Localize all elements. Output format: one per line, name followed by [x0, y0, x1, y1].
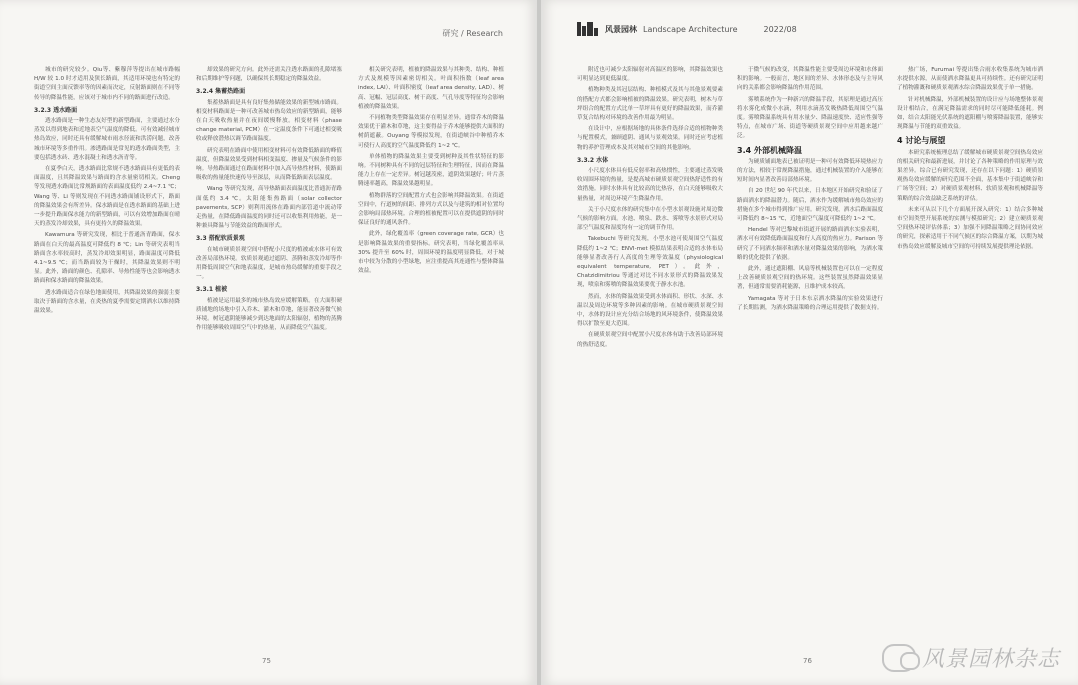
- journal-english-name: Landscape Architecture: [643, 24, 738, 34]
- paragraph: 此外，绿化覆盖率（green coverage rate, GCR）也是影响降温效果的重要指标。研究表明，当绿化覆盖率从 30% 提升至 60% 时，周围环境的温度明显降低。对于城市中较为分散的小型绿地，应注重提高其连通性与整体降温效益。: [358, 231, 504, 275]
- paragraph: 于微气候的改变，其降温性能主要受周边环境和水体面积的影响。一般而言，地区间的差异、水体形态及与主导风向的关系都会影响降温的作用范围。: [737, 67, 883, 92]
- paragraph: Kawamura 等研究发现，相比于普通沥青路面，保水路面在白天的最高温度可降低约 8 ℃；Lin 等研究表明当路面含水率较高时，蒸发冷却效果明显，路面温度可降低 4.1~9.5 ℃；而当路面较为干燥时，其降温效果则不明显。此外，路面的颜色、孔隙率、导热性能等也会影响透水路面和保水路面的降温效果。: [34, 232, 180, 285]
- paragraph: Takebuchi 等研究发现，小型水池可使周围空气温度降低约 1~2 ℃；ENVI-met 模拟结果表明合适的水体布局能够显著改善行人高度的生理等效温度（physiological equivalent temperature, PET）。此外，Chatzidimitriou 等通过对比不同水景形式的降温效果发现，喷泉和雾喷的降温效果要优于静水水池。: [577, 236, 723, 289]
- journal-logo-icon: [577, 22, 599, 36]
- right-col-2: [737, 66, 883, 315]
- paragraph: Yamagata 等对于日本东京洒水降温的实验效果进行了长期监测，为洒水降温策略的合理运用提供了数据支持。: [737, 295, 883, 311]
- right-col-1: [577, 66, 723, 352]
- section-heading: 3.3.1 植被: [196, 286, 228, 294]
- section-heading: 3.2.4 集蓄热路面: [196, 88, 246, 96]
- right-page-header: [577, 22, 797, 36]
- paragraph: 植物群落的空间配置方式也会影响其降温效果。在街道空间中，行道树的间距、排列方式以及与建筑的相对位置均会影响局部热环境。合理的植被配置可以在提供遮阴的同时保证良好的通风条件。: [358, 192, 504, 227]
- section-heading: 4 讨论与展望: [897, 136, 946, 146]
- paragraph: 植物种类及其冠层结构、种植模式及其与其他景观要素的搭配方式都会影响植被的降温效果。研究表明，树木与草坪组合的配置方式比单一草坪具有更好的降温效果，而乔灌草复合结构对环境的改善作用最为明显。: [577, 87, 723, 122]
- section-heading: 3.3 搭配软质景观: [196, 235, 245, 243]
- paragraph: 城市的研究较少。Qiu等、紫穆萍等提出在城市路幅 H/W 较 1.0 时才适用及狭长路面，其适用环境也有特定的街道空间主面反馈率等的因素而决定，反射路面则在不同等传导的降温性能，应该对于城市内不同的路面进行改造。: [34, 67, 180, 101]
- right-page-number: 76: [803, 657, 812, 665]
- paragraph: 不同植物类型降温效果存在明显差异。通常乔木的降温效果优于灌木和草地，这主要得益于乔木能够提供大面积的树荫遮蔽。Ouyang 等模拟发现，在街道峡谷中种植乔木可使行人高度的空气温度降低约 1~2 ℃。: [358, 115, 504, 149]
- watermark: [882, 642, 1060, 673]
- issue-number: 2022/08: [763, 24, 797, 34]
- paragraph: 集蓄热路面是具有良好集热储能效果的新型城市路面。相变材料路面是一种可改善城市热岛效应的新型路面，能够在白天吸收热量并在夜间缓慢释放。相变材料（phase change material, PCM）在一定温度条件下可通过相变吸收或释放潜热以调节路面温度。: [196, 99, 342, 143]
- section-heading: 3.4 外部机械降温: [737, 145, 802, 155]
- paragraph: 小尺度水体具有低反射率和高热惯性，主要通过蒸发吸收周围环境的热量，是提高城市硬质景观空间热舒适性的有效措施。同时水体具有比较高的比热容，在白天能够吸收大量热量，对周边环境产生降温作用。: [577, 168, 723, 202]
- paragraph: 植被是运用最多的城市热岛效应缓解策略。在大面积硬质铺地的场地中引入乔木、灌木和草地，能显著改善微气候环境。树冠遮阴能够减少到达地面的太阳辐射，植物的蒸腾作用能够吸收周围空气中的热量，从而降低空气温度。: [196, 297, 342, 332]
- paragraph: 然而，水体的降温效果受到水体面积、形状、水深、水温以及周边环境等多种因素的影响。在城市硬质景观空间中，水体的设计应充分结合场地的风环境条件，使降温效果得以扩散至更大范围。: [577, 293, 723, 328]
- left-col-1: [34, 66, 180, 318]
- left-page-header: 研究 / Research: [442, 29, 503, 38]
- paragraph: 附近也可减少太阳辐射对高温区的影响，其降温效果也可明显达到更低温度。: [577, 67, 723, 83]
- paragraph: 为硬质铺面地表已被证明是一种可有效降低环境热应力的方法，相较于常规降温措施，通过机械装置的介入能够在短时间内显著改善局部热环境。: [737, 158, 883, 184]
- journal-brand: 风景园林: [605, 24, 637, 34]
- paragraph: 此外，通过遮阳棚、风扇等机械装置也可以在一定程度上改善硬质景观空间的热环境。这些装置虽然降温效果显著，但通常需要消耗能源，且维护成本较高。: [737, 266, 883, 291]
- paragraph: 雾喷系统作为一种新兴的降温手段，其原理是通过高压将水雾化成微小水滴，利用水滴蒸发吸热降低周围空气温度。雾喷降温系统具有用水量少、降温速度快、适应性强等特点，在城市广场、街道等硬质景观空间中应用越来越广泛。: [737, 96, 883, 140]
- paragraph: 在设计中，应根据场地的具体条件选择合适的植物种类与配置模式，兼顾遮阴、通风与景观效果。同时还应考虑植物的养护管理成本及其对城市空间的其他影响。: [577, 126, 723, 151]
- section-heading: 3.3.2 水体: [577, 156, 609, 164]
- left-page-number: 75: [262, 657, 271, 665]
- paragraph: 针对机械降温，外部机械装置的设计应与场地整体景观设计相结合，在满足降温需求的同时尽可能降低能耗。例如，结合太阳能光伏系统的遮阳棚与喷雾降温装置，能够实现降温与节能的双重效益。: [897, 96, 1043, 131]
- paragraph: 热广场，Furumai 等提出集合雨水收集系统为城市洒水提供水源，从而使洒水降温更具可持续性。还有研究证明了植物灌溉和硬质景观洒水综合降温效果优于单一措施。: [897, 67, 1043, 92]
- left-col-3: [358, 66, 504, 278]
- paragraph: 在城市硬质景观空间中搭配小尺度的植被或水体可有效改善局部热环境。软质景观通过遮阴、蒸腾和蒸发冷却等作用降低周围空气和地表温度，是城市热岛缓解的重要手段之一。: [196, 246, 342, 281]
- paragraph: 在夏季白天，透水路面比常规不透水路面具有更低的表面温度，且其降温效果与路面的含水量密切相关。Cheng 等发现透水路面比常规路面的表面温度低约 2.4~7.1 ℃；Wang 等、Li 等则发现在不同透水路面铺设形式下，路面的降温效果会有所差异。保水路面是在透水路面的基础上进一步提升路面保水能力的新型路面，可以有效增加路面在晴天的蒸发冷却效果，具有更持久的降温效果。: [34, 166, 180, 228]
- right-page: [541, 0, 1078, 685]
- right-col-3: [897, 66, 1043, 254]
- paragraph: 相关研究表明，植被的降温效果与其种类、结构、种植方式及规模等因素密切相关。叶面积指数（leaf area index, LAI）、叶面积密度（leaf area density, LAD）、树高、冠幅、冠层高度、树干高度、气孔导度等特征均会影响植被的降温效果。: [358, 67, 504, 110]
- paragraph: 自 20 世纪 90 年代以来，日本地区开始研究和验证了路面洒水的降温潜力。随后，洒水作为缓解城市热岛效应的措施在多个城市得到推广应用。研究发现，洒水后路面温度可降低约 8~15 ℃，近地面空气温度可降低约 1~2 ℃。: [737, 188, 883, 223]
- paragraph: 未来可从以下几个方面展开深入研究：1）结合多种城市空间类型开展系统的实测与模拟研究；2）建立硬质景观空间热环境评估体系；3）加强不同降温策略之间协同效应的研究，探索适用于不同气候区的综合降温方案，以期为城市热岛效应缓解及城市空间的可持续发展提供理论依据。: [897, 206, 1043, 250]
- paragraph: 却效果的研究方向。此外还需关注透水路面的孔隙堵塞和后期维护等问题，以确保其长期稳定的降温效益。: [196, 67, 342, 83]
- paragraph: 本研究系统梳理总结了缓解城市硬质景观空间热岛效应的相关研究和最新进展，并讨论了各种策略的作用原理与效果差异。综合已有研究发现，还存在以下问题：1）硬质景观热岛效应缓解的研究范围不全面，基本集中于街道峡谷和广场等空间；2）对硬质景观材料、软质景观和机械降温等策略的综合效益缺乏系统的评估。: [897, 149, 1043, 202]
- paragraph: 透水路面适合在绿色地面使用，其降温效果的强弱主要取决于路面的含水量，在炎热的夏季需要定期洒水以维持降温效果。: [34, 289, 180, 315]
- paragraph: Hendel 等对巴黎城市街道开展的路面洒水实验表明，洒水可有效降低路面温度和行人高度的热应力。Parison 等研究了不同洒水频率和洒水量对降温效果的影响，为洒水策略的优化提供了依据。: [737, 227, 883, 261]
- paragraph: Wang 等研究发现，高导热路面表面温度比普通沥青路面低约 3.4 ℃。太阳能集热路面（solar collector pavements, SCP）则利用流体在路面内部管道中流动带走热量，在降低路面温度的同时还可以收集利用热能，是一种兼具降温与节能效益的路面形式。: [196, 186, 342, 230]
- left-col-2: [196, 66, 342, 335]
- paragraph: 透水路面是一种生态友好型的新型路面，主要通过水分蒸发以得到地表和近地表空气温度的降低。可有效减轻城市热岛效应，同时还具有缓解城市雨水径流和洪涝问题，改善城市环境等多重作用。渗透路面是常见的透水路面类型，主要包括透水砖、透水混凝土和透水沥青等。: [34, 118, 180, 161]
- section-heading: 3.2.3 透水路面: [34, 106, 78, 114]
- left-page: [0, 0, 537, 685]
- paragraph: 关于小尺度水体的研究集中在小型水景观设施对周边微气候的影响方面。水池、喷泉、跌水、雾喷等水景形式对局部空气温度和湿度均有一定的调节作用。: [577, 206, 723, 232]
- wechat-icon: [882, 644, 916, 672]
- paragraph: 研究表明在路面中使用相变材料可有效降低路面的峰值温度，但降温效果受到材料相变温度、掺量及气候条件的影响。导热路面通过在路面材料中加入高导热性材料，使路面吸收的热量能快速传导至深层，从而降低路面表层温度。: [196, 147, 342, 182]
- paragraph: 单体植物的降温效果主要受到树种及其性状特征的影响。不同树种具有不同的冠层特征和生理特征，因而在降温能力上存在一定差异。树冠越茂密，遮阴效果越好；叶片蒸腾速率越高，降温效果越明显。: [358, 153, 504, 188]
- watermark-text: 风景园林杂志: [921, 647, 1060, 672]
- paragraph: 在硬质景观空间中配置小尺度水体有助于改善局部环境的热舒适度。: [577, 332, 723, 348]
